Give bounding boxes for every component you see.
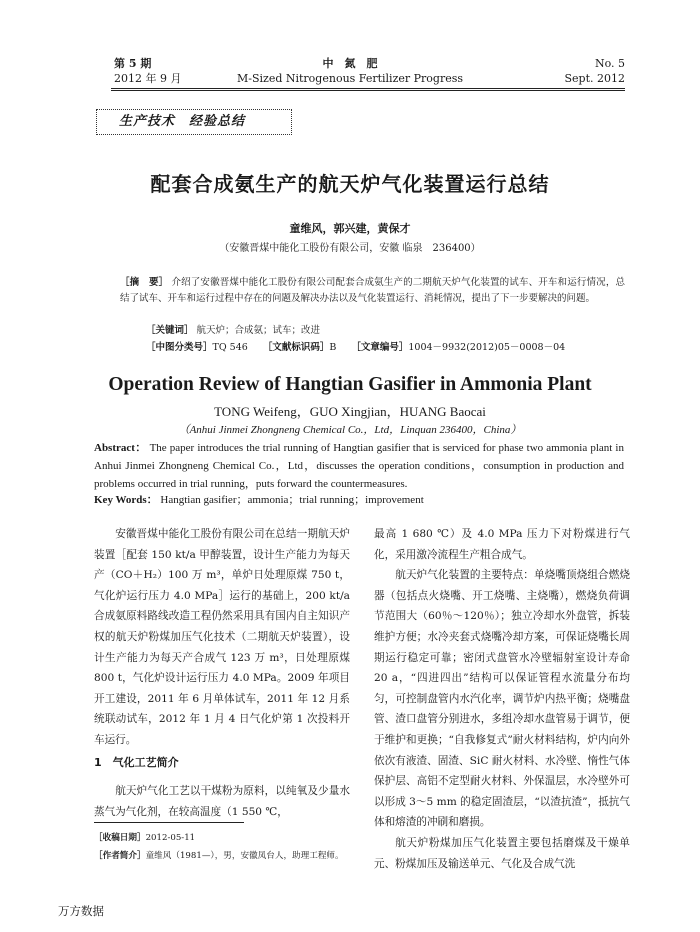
column-label-box: 生产技术 经验总结 bbox=[96, 109, 292, 135]
affiliation-en: （Anhui Jinmei Zhongneng Chemical Co.，Ltd，Linquan 236400，China） bbox=[178, 424, 522, 436]
author-bio-label: ［作者简介］ bbox=[94, 851, 146, 861]
received-date bbox=[94, 829, 354, 847]
clc-value: TQ 546 bbox=[212, 342, 248, 353]
keywords-cn bbox=[146, 323, 626, 339]
keywords-en-label: Key Words： bbox=[94, 494, 158, 506]
received-value: 2012-05-11 bbox=[145, 833, 196, 843]
body-paragraph: 安徽晋煤中能化工股份有限公司在总结一期航天炉装置［配套 150 kt/a 甲醇装置，设计生产能力为每天产（CO＋H₂）100 万 m³，单炉日处理原煤 750 t，气化炉运行压力 4.0 MPa］运行的基础上，200 kt/a 合成氨原料路线改造工程仍然采用具有国内自主知识产权的航天炉粉煤加压气化技术（二期航天炉装置），设计生产能力为每天产合成气 123 万 m³，日处理原煤 800 t，气化炉设计运行压力 4.0 MPa。2009 年项目开工建设，2011 年 6 月单体试车，2011 年 12 月系统联动试车，2012 年 1 月 4 日气化炉第 1 次投料开车运行。 bbox=[94, 528, 350, 746]
paper-title-cn: 配套合成氨生产的航天炉气化装置运行总结 bbox=[150, 172, 550, 196]
keywords-cn-label: ［关键词］ bbox=[146, 325, 194, 336]
clc-label: ［中图分类号］ bbox=[146, 342, 213, 353]
authors-cn: 童维风，郭兴建，黄保才 bbox=[289, 222, 411, 235]
header-rule-double bbox=[111, 90, 625, 91]
footnote bbox=[94, 829, 354, 865]
header-issue-number: 第 5 期 bbox=[114, 57, 152, 70]
keywords-en bbox=[94, 491, 624, 509]
paper-title-en: Operation Review of Hangtian Gasifier in Ammonia Plant bbox=[108, 374, 592, 395]
article-no-label: ［文章编号］ bbox=[351, 342, 409, 353]
keywords-cn-text: 航天炉；合成氨；试车；改进 bbox=[196, 325, 321, 336]
header-rule bbox=[111, 88, 625, 89]
body-paragraph: 航天炉气化工艺以干煤粉为原料，以纯氧及少量水蒸气为气化剂，在较高温度（1 550 ℃， bbox=[94, 785, 350, 818]
journal-name-en: M-Sized Nitrogenous Fertilizer Progress bbox=[236, 72, 464, 85]
watermark: 万方数据 bbox=[58, 904, 104, 918]
footnote-rule bbox=[94, 822, 244, 823]
body-right-column bbox=[374, 524, 630, 874]
header-issue-en bbox=[565, 56, 626, 86]
header-issue-number-en: No. 5 bbox=[594, 57, 625, 70]
received-label: ［收稿日期］ bbox=[94, 833, 146, 843]
doc-code-label: ［文献标识码］ bbox=[262, 342, 330, 353]
authors-en: TONG Weifeng，GUO Xingjian，HUANG Baocai bbox=[214, 404, 486, 419]
header-date-cn: 2012 年 9 月 bbox=[114, 72, 182, 85]
abstract-en-label: Abstract： bbox=[94, 442, 147, 454]
journal-name-cn: 中 氮 肥 bbox=[322, 57, 378, 70]
body-left-column bbox=[94, 524, 350, 822]
body-paragraph: 航天炉气化装置的主要特点：单烧嘴顶烧组合燃烧器（包括点火烧嘴、开工烧嘴、主烧嘴），燃烧负荷调节范围大（60％～120％）；独立冷却水外盘管，拆装维护方便；水冷夹套式烧嘴冷却方案，可保证烧嘴长周期运行稳定可靠；密闭式盘管水冷壁辐射室设计寿命 20 a，“四进四出”结构可以保证管程水流量分布均匀，可控制盘管内水汽化率，调节炉内热平衡；烧嘴盘管、渣口盘管分别进水，多组冷却水盘管易于调节，便于维护和更换；“自我修复式”耐火材料结构，炉内向外依次有液渣、固渣、SiC 耐火材料、水冷壁、惰性气体保护层、高铝不定型耐火材料、外保温层，水冷壁外可以形成 3～5 mm 的稳定固渣层，“以渣抗渣”，抵抗气体和熔渣的冲刷和磨损。 bbox=[374, 569, 630, 829]
abstract-cn-text: 介绍了安徽晋煤中能化工股份有限公司配套合成氨生产的二期航天炉气化装置的试车、开车和运行情况，总结了试车、开车和运行过程中存在的问题及解决办法以及气化装置运行、消耗情况，提出了下一步要解决的问题。 bbox=[120, 277, 625, 304]
author-bio bbox=[94, 847, 354, 865]
article-no-value: 1004－9932(2012)05－0008－04 bbox=[408, 342, 566, 353]
abstract-cn bbox=[120, 275, 625, 307]
author-bio-text: 童维风（1981—），男，安徽凤台人，助理工程师。 bbox=[145, 851, 344, 861]
header-date-en: Sept. 2012 bbox=[564, 72, 625, 85]
keywords-en-text: Hangtian gasifier；ammonia；trial running；improvement bbox=[160, 494, 424, 506]
body-paragraph: 航天炉粉煤加压气化装置主要包括磨煤及干燥单元、粉煤加压及输送单元、气化及合成气洗 bbox=[374, 836, 630, 870]
doc-code-value: B bbox=[329, 342, 337, 353]
classification-cn bbox=[146, 340, 626, 356]
abstract-en-text: The paper introduces the trial running of Hangtian gasifier that is serviced for phase two ammonia plant in Anhui Jinmei Zhongneng Chemical Co.，Ltd，discusses the operation conditions，consumption in production and problems occurred in trial running，puts forward the countermeasures. bbox=[94, 442, 624, 490]
abstract-en bbox=[94, 439, 624, 493]
section-heading: 1 气化工艺简介 bbox=[94, 755, 179, 769]
affiliation-cn: （安徽晋煤中能化工股份有限公司，安徽 临泉 236400） bbox=[219, 243, 481, 254]
abstract-cn-label: ［摘 要］ bbox=[120, 277, 169, 288]
body-paragraph: 最高 1 680 ℃）及 4.0 MPa 压力下对粉煤进行气化，采用激冷流程生产粗合成气。 bbox=[374, 528, 630, 561]
